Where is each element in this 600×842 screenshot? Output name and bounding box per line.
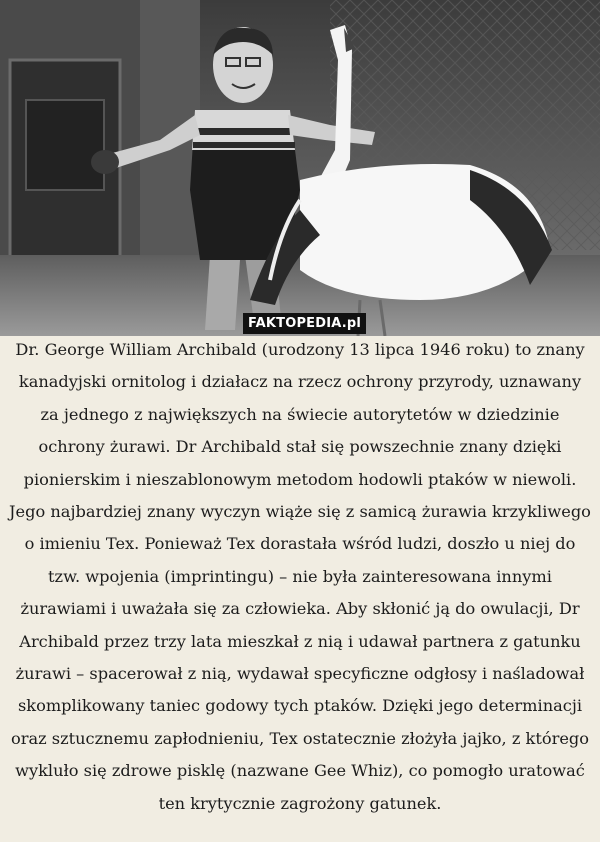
watermark-logo: FAKTOPEDIA.pl <box>243 313 366 334</box>
photo <box>0 0 600 336</box>
man-and-crane-illustration <box>0 0 600 336</box>
caption-text: Dr. George William Archibald (urodzony 13 lipca 1946 roku) to znany kanadyjski ornitolog i działacz na rzecz ochrony przyrody, uznawany za jednego z największych na świecie autorytetów w dziedzinie ochrony żurawi. Dr Archibald stał się powszechnie znany dzięki pionierskim i nieszablonowym metodom hodowli ptaków w niewoli. Jego najbardziej znany wyczyn wiąże się z samicą żurawia krzykliwego o imieniu Tex. Ponieważ Tex dorastała wśród ludzi, doszło u niej do tzw. wpojenia (imprintingu) – nie była zainteresowana innymi żurawiami i uważała się za człowieka. Aby skłonić ją do owulacji, Dr Archibald przez trzy lata mieszkał z nią i udawał partnera z gatunku żurawi – spacerował z nią, wydawał specyficzne odgłosy i naśladował skomplikowany taniec godowy tych ptaków. Dzięki jego determinacji oraz sztucznemu zapłodnieniu, Tex ostatecznie złożyła jajko, z którego wykluło się zdrowe pisklę (nazwane Gee Whiz), co pomogło uratować ten krytycznie zagrożony gatunek. <box>9 340 591 813</box>
door-window <box>26 100 104 190</box>
